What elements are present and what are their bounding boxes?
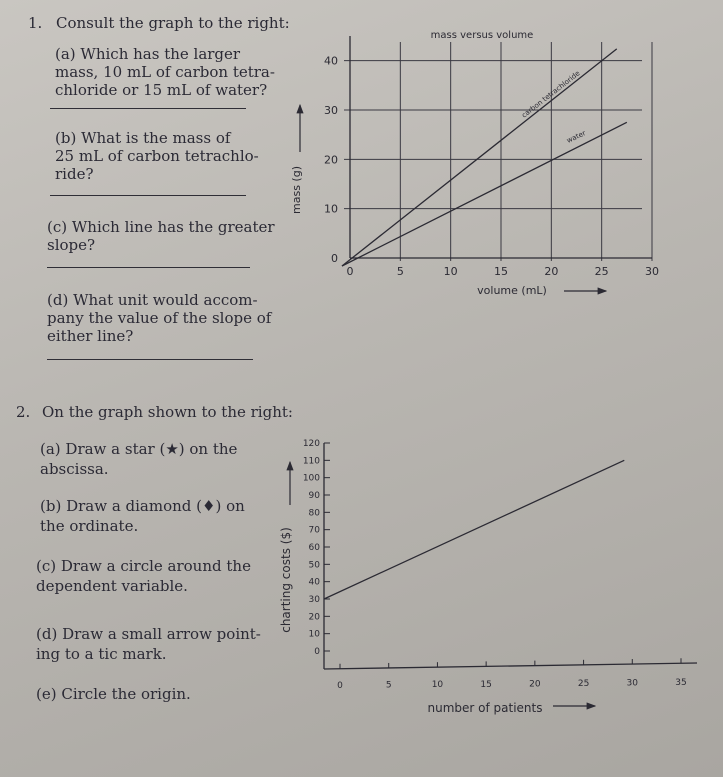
chart2-x-tick-label: 25 bbox=[577, 679, 590, 689]
chart1-y-tick-label: 40 bbox=[324, 54, 338, 68]
chart2-y-tick-label: 90 bbox=[308, 491, 320, 501]
chart2-ylabel: charting costs ($) bbox=[279, 527, 293, 633]
chart1-series-label-water: water bbox=[565, 129, 587, 145]
chart2-y-tick-label: 110 bbox=[302, 456, 320, 467]
q1a-line-3: chloride or 15 mL of water? bbox=[55, 81, 268, 99]
chart2-x-axis bbox=[324, 663, 697, 669]
q1a-line-1: (a) Which has the larger bbox=[55, 45, 241, 63]
chart2-y-tick-label: 120 bbox=[302, 439, 320, 449]
chart1-y-tick-label: 10 bbox=[324, 202, 338, 216]
chart2-x-tick-label: 20 bbox=[529, 679, 541, 690]
question-2-prompt: On the graph shown to the right: bbox=[42, 403, 293, 421]
chart2-x-tick-label: 30 bbox=[626, 678, 639, 689]
chart1-series-label-carbon: carbon tetrachloride bbox=[520, 69, 582, 120]
chart2-x-tick-label: 0 bbox=[337, 681, 343, 691]
chart1-x-tick-label: 20 bbox=[544, 265, 559, 278]
chart1-y-tick-label: 30 bbox=[324, 104, 338, 117]
q1b-line-2: 25 mL of carbon tetrachlo- bbox=[55, 147, 259, 165]
q1d-line-2: pany the value of the slope of bbox=[47, 309, 272, 327]
question-2-number: 2. bbox=[16, 403, 31, 421]
chart2-y-tick-label: 0 bbox=[314, 647, 320, 657]
q2a-line-1: (a) Draw a star (★) on the bbox=[40, 440, 238, 458]
q2b-line-2: the ordinate. bbox=[40, 517, 139, 535]
chart2-y-tick-label: 40 bbox=[308, 577, 320, 588]
chart2-y-tick-label: 80 bbox=[308, 508, 320, 519]
chart1-x-tick-label: 25 bbox=[594, 265, 609, 278]
q1b-line-3: ride? bbox=[55, 165, 94, 183]
q1d-line-1: (d) What unit would accom- bbox=[47, 291, 258, 309]
chart1-x-tick-label: 15 bbox=[494, 265, 508, 278]
q2e-line-1: (e) Circle the origin. bbox=[36, 685, 191, 703]
chart2-y-tick-label: 20 bbox=[308, 612, 320, 623]
chart2-y-tick-label: 100 bbox=[302, 473, 320, 484]
chart2-y-tick-label: 30 bbox=[308, 595, 320, 605]
q2a-line-2: abscissa. bbox=[40, 460, 109, 478]
chart2-y-tick-label: 10 bbox=[308, 629, 320, 640]
q2c-line-2: dependent variable. bbox=[36, 577, 188, 595]
chart2-x-tick-label: 10 bbox=[431, 680, 444, 691]
q2d-line-1: (d) Draw a small arrow point- bbox=[36, 625, 261, 643]
chart1-y-tick-label: 0 bbox=[331, 252, 338, 265]
chart1-x-tick-label: 10 bbox=[443, 265, 458, 278]
q1d-line-3: either line? bbox=[47, 327, 134, 345]
q2b-line-1: (b) Draw a diamond (♦) on bbox=[40, 497, 245, 515]
question-1-prompt: Consult the graph to the right: bbox=[56, 14, 290, 32]
chart1-ylabel: mass (g) bbox=[290, 166, 303, 214]
chart2-series-line bbox=[324, 460, 624, 599]
chart1-x-tick-label: 30 bbox=[645, 265, 659, 278]
chart1-title: mass versus volume bbox=[430, 30, 534, 41]
chart2-y-tick-label: 60 bbox=[308, 543, 320, 553]
chart1-xlabel: volume (mL) bbox=[477, 284, 547, 297]
q1b-line-1: (b) What is the mass of bbox=[55, 129, 231, 147]
chart1-y-tick-label: 20 bbox=[324, 153, 338, 167]
chart2-x-tick-label: 5 bbox=[385, 680, 392, 691]
chart2-x-tick-label: 15 bbox=[480, 679, 492, 690]
q1a-line-2: mass, 10 mL of carbon tetra- bbox=[55, 63, 275, 81]
chart1-x-tick-label: 5 bbox=[396, 265, 404, 278]
q2d-line-2: ing to a tic mark. bbox=[36, 645, 167, 663]
chart2-y-tick-label: 70 bbox=[308, 525, 320, 536]
q1c-line-2: slope? bbox=[47, 236, 96, 254]
question-1-number: 1. bbox=[28, 14, 43, 32]
q2c-line-1: (c) Draw a circle around the bbox=[36, 557, 251, 575]
chart1-x-tick-label: 0 bbox=[346, 265, 354, 278]
chart2-y-tick-label: 50 bbox=[308, 560, 320, 571]
chart2-xlabel: number of patients bbox=[427, 701, 543, 715]
chart2-x-tick-label: 35 bbox=[675, 678, 687, 689]
q1c-line-1: (c) Which line has the greater bbox=[47, 218, 275, 236]
